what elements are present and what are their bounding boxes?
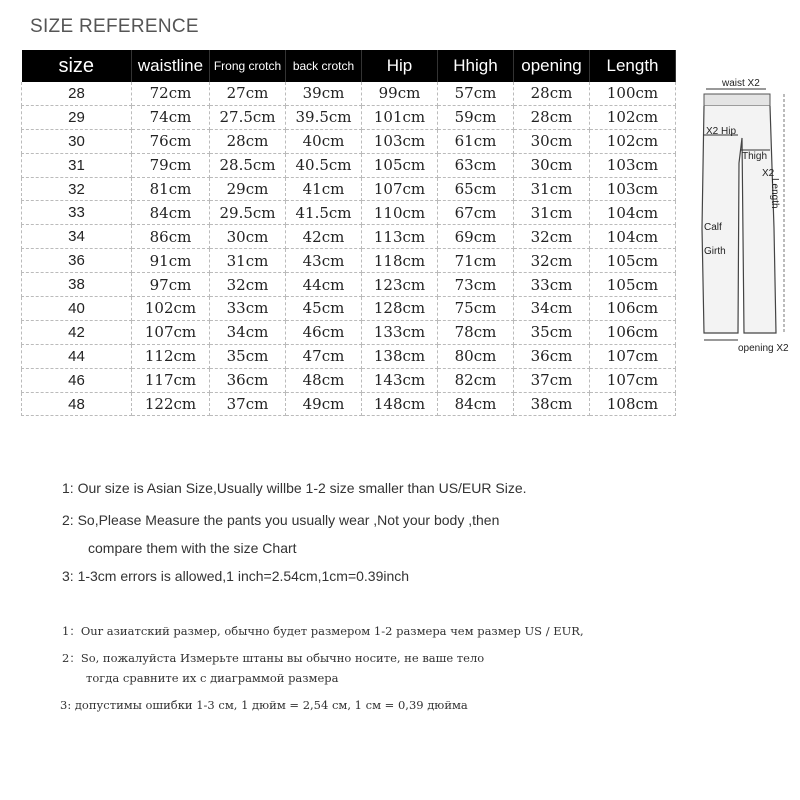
size-cell: 44 xyxy=(22,344,132,368)
measurement-cell: 36cm xyxy=(514,344,590,368)
size-cell: 28 xyxy=(22,82,132,105)
measurement-cell: 110cm xyxy=(362,201,438,225)
size-cell: 46 xyxy=(22,368,132,392)
column-header: Frong crotch xyxy=(210,50,286,82)
measurement-cell: 104cm xyxy=(590,201,676,225)
measurement-cell: 41cm xyxy=(286,177,362,201)
measurement-cell: 75cm xyxy=(438,297,514,321)
measurement-cell: 107cm xyxy=(362,177,438,201)
size-cell: 33 xyxy=(22,201,132,225)
measurement-cell: 33cm xyxy=(210,297,286,321)
measurement-cell: 38cm xyxy=(514,392,590,416)
table-row xyxy=(22,368,676,392)
measurement-cell: 138cm xyxy=(362,344,438,368)
measurement-cell: 67cm xyxy=(438,201,514,225)
measurement-cell: 44cm xyxy=(286,273,362,297)
measurement-cell: 79cm xyxy=(132,153,210,177)
measurement-cell: 45cm xyxy=(286,297,362,321)
table-row xyxy=(22,344,676,368)
measurement-cell: 123cm xyxy=(362,273,438,297)
measurement-cell: 101cm xyxy=(362,105,438,129)
note-en: 3: 1-3cm errors is allowed,1 inch=2.54cm,1cm=0.39inch xyxy=(62,568,410,584)
measurement-cell: 103cm xyxy=(590,177,676,201)
diagram-label-thigh: Thigh xyxy=(742,151,768,162)
measurement-cell: 29cm xyxy=(210,177,286,201)
measurement-cell: 84cm xyxy=(438,392,514,416)
measurement-cell: 41.5cm xyxy=(286,201,362,225)
measurement-cell: 65cm xyxy=(438,177,514,201)
table-row xyxy=(22,249,676,273)
measurement-cell: 80cm xyxy=(438,344,514,368)
measurement-cell: 107cm xyxy=(590,368,676,392)
measurement-cell: 82cm xyxy=(438,368,514,392)
measurement-cell: 86cm xyxy=(132,225,210,249)
diagram-label-girth: Girth xyxy=(704,246,726,257)
size-cell: 42 xyxy=(22,320,132,344)
diagram-label-calf: Calf xyxy=(704,222,722,233)
note-en: compare them with the size Chart xyxy=(88,540,297,556)
table-row xyxy=(22,320,676,344)
measurement-cell: 73cm xyxy=(438,273,514,297)
table-row xyxy=(22,153,676,177)
measurement-cell: 28.5cm xyxy=(210,153,286,177)
measurement-cell: 91cm xyxy=(132,249,210,273)
measurement-cell: 37cm xyxy=(514,368,590,392)
measurement-cell: 43cm xyxy=(286,249,362,273)
measurement-cell: 32cm xyxy=(210,273,286,297)
diagram-label-thigh-x2: X2 xyxy=(762,168,775,179)
column-header: Length xyxy=(590,50,676,82)
measurement-cell: 42cm xyxy=(286,225,362,249)
measurement-cell: 102cm xyxy=(590,129,676,153)
column-header: Hhigh xyxy=(438,50,514,82)
note-en: 1: Our size is Asian Size,Usually willbe 1-2 size smaller than US/EUR Size. xyxy=(62,480,527,496)
note-ru: тогда сравните их с диаграммой размера xyxy=(86,671,339,685)
table-row xyxy=(22,392,676,416)
size-cell: 36 xyxy=(22,249,132,273)
measurement-cell: 28cm xyxy=(514,82,590,105)
pants-outline-icon xyxy=(698,78,798,358)
measurement-cell: 31cm xyxy=(210,249,286,273)
table-row xyxy=(22,297,676,321)
measurement-cell: 100cm xyxy=(590,82,676,105)
measurement-cell: 97cm xyxy=(132,273,210,297)
measurement-cell: 72cm xyxy=(132,82,210,105)
size-cell: 30 xyxy=(22,129,132,153)
measurement-cell: 133cm xyxy=(362,320,438,344)
measurement-cell: 74cm xyxy=(132,105,210,129)
table-row xyxy=(22,273,676,297)
measurement-cell: 35cm xyxy=(210,344,286,368)
measurement-cell: 49cm xyxy=(286,392,362,416)
measurement-cell: 103cm xyxy=(590,153,676,177)
measurement-cell: 46cm xyxy=(286,320,362,344)
measurement-cell: 28cm xyxy=(210,129,286,153)
measurement-cell: 32cm xyxy=(514,225,590,249)
pants-diagram xyxy=(698,78,798,358)
measurement-cell: 71cm xyxy=(438,249,514,273)
measurement-cell: 31cm xyxy=(514,201,590,225)
note-ru: 1：Our азиатский размер, обычно будет размером 1-2 размера чем размер US / EUR, xyxy=(62,624,584,638)
table-row xyxy=(22,82,676,105)
measurement-cell: 104cm xyxy=(590,225,676,249)
column-header: size xyxy=(22,50,132,82)
measurement-cell: 148cm xyxy=(362,392,438,416)
column-header: Hip xyxy=(362,50,438,82)
measurement-cell: 118cm xyxy=(362,249,438,273)
size-cell: 48 xyxy=(22,392,132,416)
measurement-cell: 106cm xyxy=(590,297,676,321)
column-header: back crotch xyxy=(286,50,362,82)
measurement-cell: 30cm xyxy=(514,153,590,177)
measurement-cell: 35cm xyxy=(514,320,590,344)
table-row xyxy=(22,225,676,249)
measurement-cell: 27.5cm xyxy=(210,105,286,129)
size-cell: 32 xyxy=(22,177,132,201)
measurement-cell: 59cm xyxy=(438,105,514,129)
size-cell: 29 xyxy=(22,105,132,129)
measurement-cell: 27cm xyxy=(210,82,286,105)
measurement-cell: 47cm xyxy=(286,344,362,368)
size-cell: 40 xyxy=(22,297,132,321)
measurement-cell: 112cm xyxy=(132,344,210,368)
measurement-cell: 108cm xyxy=(590,392,676,416)
note-ru: 3: допустимы ошибки 1-3 см, 1 дюйм = 2,54 см, 1 см = 0,39 дюйма xyxy=(60,698,468,712)
table-row xyxy=(22,177,676,201)
measurement-cell: 102cm xyxy=(132,297,210,321)
table-row xyxy=(22,201,676,225)
measurement-cell: 33cm xyxy=(514,273,590,297)
note-en: 2: So,Please Measure the pants you usually wear ,Not your body ,then xyxy=(62,512,500,528)
measurement-cell: 78cm xyxy=(438,320,514,344)
measurement-cell: 117cm xyxy=(132,368,210,392)
measurement-cell: 31cm xyxy=(514,177,590,201)
measurement-cell: 113cm xyxy=(362,225,438,249)
size-cell: 34 xyxy=(22,225,132,249)
measurement-cell: 37cm xyxy=(210,392,286,416)
measurement-cell: 61cm xyxy=(438,129,514,153)
measurement-cell: 28cm xyxy=(514,105,590,129)
table-row xyxy=(22,129,676,153)
measurement-cell: 143cm xyxy=(362,368,438,392)
measurement-cell: 57cm xyxy=(438,82,514,105)
measurement-cell: 84cm xyxy=(132,201,210,225)
measurement-cell: 105cm xyxy=(590,249,676,273)
measurement-cell: 103cm xyxy=(362,129,438,153)
measurement-cell: 48cm xyxy=(286,368,362,392)
measurement-cell: 107cm xyxy=(132,320,210,344)
page-title: SIZE REFERENCE xyxy=(30,16,199,37)
measurement-cell: 39.5cm xyxy=(286,105,362,129)
diagram-label-waist: waist X2 xyxy=(722,78,760,89)
measurement-cell: 76cm xyxy=(132,129,210,153)
measurement-cell: 36cm xyxy=(210,368,286,392)
measurement-cell: 30cm xyxy=(210,225,286,249)
diagram-label-length: Length xyxy=(769,178,780,209)
measurement-cell: 105cm xyxy=(590,273,676,297)
diagram-label-hip: X2 Hip xyxy=(706,126,737,137)
size-cell: 38 xyxy=(22,273,132,297)
measurement-cell: 29.5cm xyxy=(210,201,286,225)
measurement-cell: 34cm xyxy=(514,297,590,321)
column-header: waistline xyxy=(132,50,210,82)
measurement-cell: 105cm xyxy=(362,153,438,177)
measurement-cell: 40.5cm xyxy=(286,153,362,177)
measurement-cell: 39cm xyxy=(286,82,362,105)
table-header-row xyxy=(22,50,676,82)
measurement-cell: 32cm xyxy=(514,249,590,273)
measurement-cell: 34cm xyxy=(210,320,286,344)
column-header: opening xyxy=(514,50,590,82)
size-cell: 31 xyxy=(22,153,132,177)
measurement-cell: 122cm xyxy=(132,392,210,416)
measurement-cell: 81cm xyxy=(132,177,210,201)
measurement-cell: 99cm xyxy=(362,82,438,105)
table-row xyxy=(22,105,676,129)
diagram-label-opening: opening X2 xyxy=(738,343,789,354)
measurement-cell: 107cm xyxy=(590,344,676,368)
measurement-cell: 128cm xyxy=(362,297,438,321)
measurement-cell: 30cm xyxy=(514,129,590,153)
measurement-cell: 69cm xyxy=(438,225,514,249)
measurement-cell: 102cm xyxy=(590,105,676,129)
measurement-cell: 40cm xyxy=(286,129,362,153)
size-table xyxy=(21,50,676,416)
measurement-cell: 63cm xyxy=(438,153,514,177)
note-ru: 2：So, пожалуйста Измерьте штаны вы обычно носите, не ваше тело xyxy=(62,651,485,665)
measurement-cell: 106cm xyxy=(590,320,676,344)
